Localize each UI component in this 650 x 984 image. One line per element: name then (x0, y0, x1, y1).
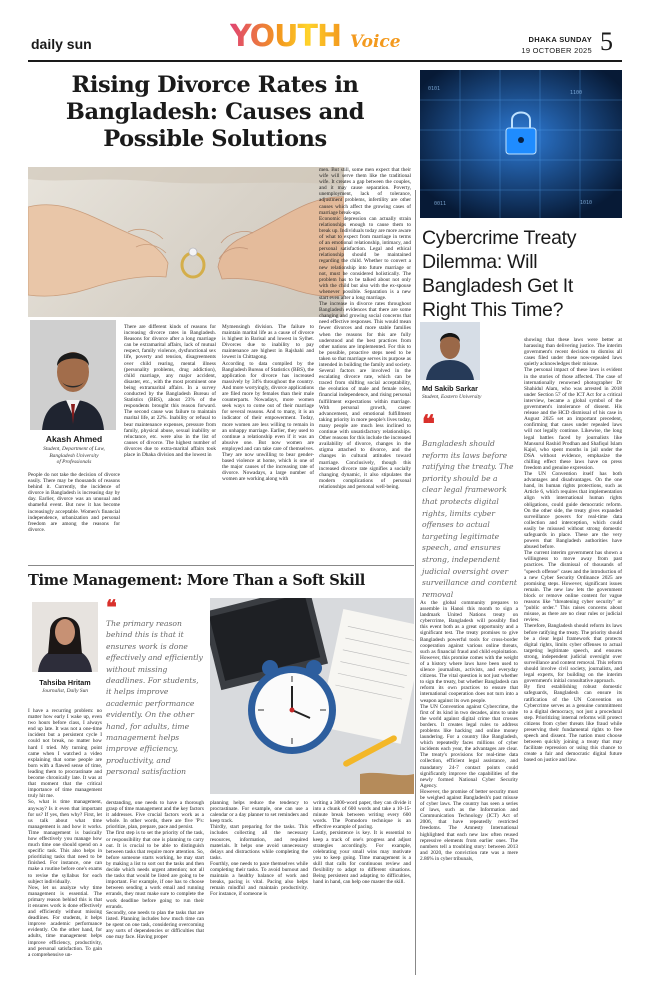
cyber-col-1: As the global community prepares to assemble in Hanoi this month to sign a landmark United Nations treaty on cybercrime, Bangladesh will possibly find this event both as a great opportunity and a significant test. The treaty promises to give Bangladesh powerful tools for cross-border cooperation against various online threats, such as financial fraud and child exploitation. However, this promise comes with the weight of a history where laws have been used to silence journalists, activists, and everyday citizens. The vital question is not just whether to sign the treaty, but whether Bangladesh can reform its own practices to ensure that international cooperation does not turn into a weapon against its own people. The UN Convention against Cybercrime, the first of its kind in two decades, aims to unite the world against digital crime that crosses borders. It creates legal rules to address problems like hacking and online money laundering. For a country like Bangladesh, which repeatedly faces millions of cyber incidents each year, the advantages are clear. The treaty's provisions for real-time data collection, efficient legal assistance, and mandatory 24-7 contact points could significantly improve the capabilities of the newly formed National Cyber Security Agency. However, the promise of better security must be weighed against Bangladesh's past misuse of cyber laws. The country has seen a series of laws, such as the Information and Communication Technology (ICT) Act of 2006, that have repeatedly restricted freedoms. The Amnesty International highlighted that each new law often reused repressive elements from earlier ones. The numbers tell a troubling story: between 2013 and 2020, the conviction rate was a mere 2.86% in cyber tribunals, (420, 600, 518, 862)
time-author-portrait (32, 602, 98, 672)
cyber-title-line3: Bangladesh Get It (422, 275, 574, 297)
column-divider (415, 190, 416, 975)
divorce-author-photo (30, 320, 116, 430)
time-col-1: I have a recurring problem: no matter how early I wake up, even two hours before class, I always end up late. It was not a one-time incident but a persistent cycle I could not break, no matter how hard I tried. My turning point came when I watched a video explaining that some people are born with a flawed sense of time, leading them to procrastinate and become chronically late. It was at that moment that the critical importance of time management truly hit me. So, what is time management, anyway? Is it even that important for us? If yes, then why? First, let us talk about what time management is and how it works. Time management is basically how effectively you manage how much time one should spend on a specific task. This also helps in prioritizing tasks that need to be finished. For instance, one can make a routine before one's exams to revise the syllabus for each subject individually. Now, let us analyze why time management is essential. The primary reason behind this is that it ensures work is done effectively and efficiently without missing deadlines. For students, it helps improve academic performance evidently. On the other hand, for adults, time management helps improve efficiency, productivity, and personal satisfaction. To gain a comprehensive un- (28, 708, 102, 958)
svg-text:1100: 1100 (570, 90, 583, 96)
cyber-title-line4: Right This Time? (422, 299, 564, 321)
divorce-col-3: Mymensingh division. The failure to maintain marital life as a cause of divorce is highest in Barisal and lowest in Sylhet. Divorces due to inability to pay maintenance are highest in Rajshahi and lowest in Chittagong. According to data compiled by the Bangladesh Bureau of Statistics (BBS), the application for divorce has increased massively by 34% throughout the country. And more worryingly, divorce applications are filed more by females than their male counterparts. Nowadays, more women seek ways to come out of their marriage for several reasons. And to many, it is an indicator of their empowerment. Today, more women are less willing to remain in an unhappy marriage. Earlier, they used to continue a relationship even if it was an abusive one. But now women are employed and can take care of themselves. They are now unwilling to bear gender-based violence at home, which is one of the major causes of the increasing rate of divorce. Nowadays, a large number of women are working along with (222, 324, 314, 483)
divorce-title-line2: Bangladesh: Causes and (65, 99, 365, 125)
cyber-author-photo (420, 322, 480, 380)
section-logo-sub: Voice (350, 32, 401, 52)
cyber-title-line2: Dilemma: Will (422, 251, 538, 273)
divorce-author-role (28, 446, 120, 466)
time-pull-quote: The primary reason behind this is that it ensures work is done effectively and efficiently without missing deadlines. For students, it helps improve academic performance evidently. On the other hand, for adults, time management helps improve efficiency, productivity, and personal satisfaction (106, 619, 203, 777)
hands-ring-illustration (28, 167, 344, 317)
author-portrait (30, 320, 116, 430)
time-author-role: Journalist, Daily Sun (42, 688, 88, 694)
divorce-title (60, 72, 370, 153)
page-number: 5 (600, 27, 613, 56)
divorce-col-2: There are different kinds of reasons for increasing divorce rates in Bangladesh. Reasons for divorce after a long marriage can be extramarital affairs, lack of mutual respect, family violence, dysfunctional sex life, poverty and tension, disagreements over child rearing, mental illness (personality problems, drug addiction), child marriage, any major accident, disaster, etc., with the most prominent one being extramarital affairs. In a survey conducted by the Bangladesh Bureau of Statistics (BBS), about 23% of the respondents brought this reason forward. The second cause was failure to maintain marital life, at 22%. Inability or refusal to bear maintenance expenses, pressure from family, physical abuse, sexual inability or reluctance, etc. were also in the list of causes of divorce. The highest number of divorces due to extra-marital affairs took place in Dhaka division and the lowest in (124, 324, 216, 458)
time-author-photo (32, 602, 98, 672)
time-col-3: planning helps reduce the tendency to procrastinate. For example, one can use a calendar or a day planner to set reminders and keep track. Thirdly, start preparing for the tasks. This includes collecting all the necessary resources, information, and required materials. It helps one avoid unnecessary delays and distractions while completing the tasks. Fourthly, one needs to pace themselves while completing their tasks. To avoid burnout and maintain a healthy balance of work and breaks, pacing is vital. Pacing also helps remain mindful and maintain productivity. For instance, if someone is (210, 800, 308, 898)
cyber-article (418, 62, 624, 982)
issue-date: 19 OCTOBER 2025 (521, 46, 592, 55)
cyber-title (422, 226, 622, 322)
cyber-pull-quote: Bangladesh should reform its laws before ratifying the treaty. The priority should be a clear legal framework that protects digital rights, limits cyber offenses to actual targeting legitimate speech, and ensures strong, independent judicial oversight over surveillance and content removal (422, 439, 517, 599)
cyber-author-name: Md Sakib Sarkar (422, 384, 478, 393)
time-title: Time Management: More Than a Soft Skill (28, 572, 365, 589)
section-logo (230, 20, 430, 64)
cyber-quote-mark: ❝ (422, 409, 435, 438)
issue-info (510, 35, 592, 55)
divorce-title-line1: Rising Divorce Rates in (71, 72, 359, 98)
masthead (0, 0, 650, 62)
time-author-name: Tahsiba Hritam (39, 678, 91, 687)
cyber-author-portrait (420, 322, 480, 380)
cyber-author-role: Student, Eastern University (422, 394, 482, 400)
cyber-title-line1: Cybercrime Treaty (422, 227, 577, 249)
divorce-author-role-2: Bangladesh University (49, 452, 99, 459)
time-col-2: derstanding, one needs to have a thorough grasp of time management and the key factors it addresses. Five crucial factors work as a whole. In other words, there are five 'P's: prioritize, plan, prepare, pace and persist. The first step is to set the priority of the task, or responsibility that one is planning to carry out. It is crucial to be able to distinguish between tasks that require more attention. So, before someone starts working, he may start by making a list to sort out the tasks and then decide which needs urgent attention; not all the tasks that would be listed are going to be important. For example, if one has to choose between sending a work email and running errands, they must make sure to complete the work deadline before going to run their errands. Secondly, one needs to plan the tasks that are listed. Planning includes how much time can be spent on one task, considering overcoming any sorts of dependencies or difficulties that one may face. Having proper (106, 800, 204, 941)
divorce-col-4: men. But still, some men expect that their wife will serve them like the traditional wife. It creates a gap between the couples, and it may cause separation. Poverty, unemployment, lack of tolerance, adjustment problems, infertility are other causes which affect the growing cases of marriage break-ups. Economic depression can actually strain relationships enough to cause them to break up. Individuals today are more aware of what to expect from marriage in terms of an emotional relationship, intimacy, and personal satisfaction. Legal and ethical relationship should be maintained regarding the child. Whether to convert a new relationship into future marriage or not, must be considered holistically. The problem has to be talked about not only with the child but also with the ex-spouse whenever possible. Separation is a new start even after a long marriage. The increase in divorce rates throughout Bangladesh evidences that there are some changing and growing social concerns that need effective responses. This would mean fewer divorces and more stable families when the reasons for this are fully understood and the best practices from other nations are implemented. For this to be possible, proactive steps need to be taken so that marriage serves its purpose as intended in building the family and society. Several factors are involved in the escalating divorce rate, which can be traced from shifting social acceptability, the evolution of male and female roles, financial independence, and rising personal fulfillment expectations within marriage. With personal growth, career advancement, and emotional fulfillment taking priority in more people's lives today, many people are much less inclined to continue with unsatisfactory relationships. Other reasons for this include the increased availability of divorce, changes in the stigma attached to divorce, and the changes in cultural attitudes toward marriage. Conclusively, though this increased divorce rate signifies a socially changing dynamic, it also stipulates the modern complications of personal relationships and personal well-being. (319, 167, 411, 490)
divorce-title-line3: Possible Solutions (103, 126, 327, 152)
cyber-lock-illustration (420, 70, 622, 218)
cyber-hero-image (420, 70, 622, 218)
paper-name: daily sun (31, 36, 92, 52)
desk-clock-illustration (210, 598, 414, 794)
section-rule (28, 565, 414, 566)
svg-text:0011: 0011 (434, 201, 447, 207)
cyber-col-2: showing that these laws were better at harassing than delivering justice. The interim government's recent decision to dismiss all cases filed under these now-repealed laws quietly acknowledges their misuse. The personal impact of these laws is evident in the stories of those affected. The case of internationally renowned photographer Dr Shahidul Alam, who was arrested in 2018 under Section 57 of the ICT Act for a critical interview, became a global symbol of the government's intolerance of dissent. His release and the HCD dismissal of his case in August 2025 set an important precedent, confirming that cases under repealed laws will not legally continue. Likewise, the long legal battles faced by journalists like Mansurul Rashid Prodhan and Shafiqul Islam Kajol, who spent months in jail under the DSA without evidence, emphasize the chilling effect these laws have on press freedom and genuine expression. The UN Convention itself has both advantages and disadvantages. On the one hand, its human rights protections, such as Article 6, which requires that implementation align with international human rights obligations, could guide democratic reform. On the other side, the treaty gives expanded surveillance powers for real-time data collection and interception, which could easily be misused without strong domestic safeguards in place. These are the very powers that Bangladesh authorities have abused before. The current interim government has shown a willingness to move away from past practices. The dismissal of thousands of "speech offense" cases and the introduction of a new Cyber Security Ordinance 2025 are promising steps. However, significant issues remain. The new law lets the government block or remove online content for vague reasons like "threatening cyber security" or "public order." This raises concerns about misuse, as there are no clear rules or judicial review. Therefore, Bangladesh should reform its laws before ratifying the treaty. The priority should be a clear legal framework that protects digital rights, limits cyber offenses to actual targeting legitimate speech, and ensures strong, independent judicial oversight over surveillance and content removal. This reform should involve civil society, journalists, and legal experts, for building on the interim government's initial consultative approach. By first establishing robust domestic safeguards, Bangladesh can ensure its ratification of the UN Convention on Cybercrime serves as a genuine commitment to a digital democracy, not just a procedural step. Prioritizing internal reforms will protect citizens from cyber threats like fraud while preserving their fundamental rights to free speech and dissent. The nation must choose between quickly joining a treaty that may facilitate repression or using this chance to create a fair and democratic digital future based on justice and law. (524, 337, 622, 764)
svg-text:1010: 1010 (580, 200, 593, 206)
time-quote-mark: ❝ (106, 595, 117, 619)
divorce-author-role-3: of Professionals (56, 459, 92, 465)
issue-city-day: DHAKA SUNDAY (528, 35, 592, 44)
section-logo-word (230, 20, 341, 54)
divorce-hero-photo (28, 167, 344, 317)
divorce-author-name: Akash Ahmed (45, 434, 103, 444)
svg-text:0101: 0101 (428, 86, 441, 92)
time-col-4: writing a 3000-word paper, they can divide it into a chunk of 600 words and take a 10-15-minute break between writing every 600 words. The Pomodoro technique is an effective example of pacing. Lastly, persistence is key. It is essential to keep a track of one's progress and adjust strategies accordingly. For example, celebrating your small wins may motivate you to keep going. Time management is a skill that calls for continuous review and flexibility to adapt to different situations. Being persistent and adapting to difficulties, hand in hand, can help one master the skill. (313, 800, 411, 886)
section-logo-text: YOUTH (230, 19, 342, 54)
divorce-col-1: People do not take the decision of divorce easily. There may be thousands of reasons behind it. Currently, the incidence of divorce in Bangladesh is increasing day by day. Earlier, divorce was an unusual and shameful event. But now it has become increasingly acceptable. Women's financial independence, urbanization and personal freedom are among the reasons for divorce. (28, 472, 120, 533)
time-hero-photo (210, 598, 414, 794)
time-article (0, 568, 415, 980)
divorce-author-role-1: Student, Department of Law, (43, 446, 105, 452)
